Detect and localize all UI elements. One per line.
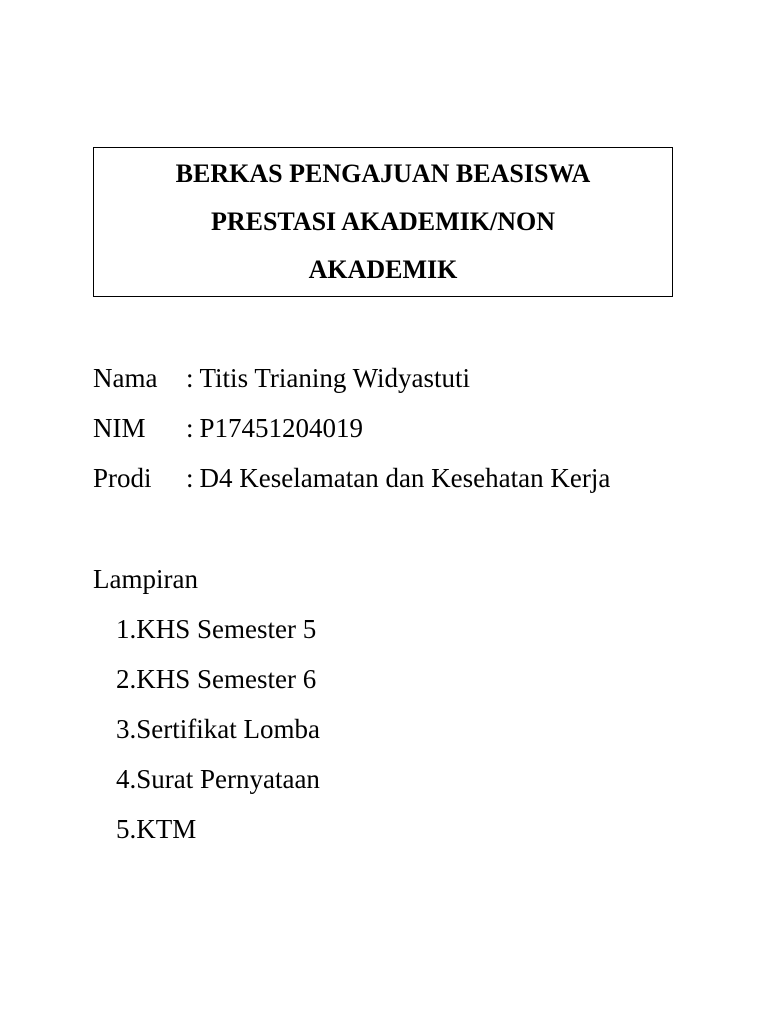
info-label: NIM: [93, 413, 146, 443]
attachment-item: 5.KTM: [116, 814, 197, 844]
info-value-nim: P17451204019: [199, 413, 364, 443]
title-line-1: BERKAS PENGAJUAN BEASISWA: [175, 159, 591, 188]
info-row-nim: [93, 403, 610, 453]
info-separator: :: [186, 413, 194, 443]
info-row-nama: [93, 353, 610, 403]
attachment-item: 1.KHS Semester 5: [116, 614, 317, 644]
info-label: Nama: [93, 363, 158, 393]
info-row-prodi: [93, 453, 610, 503]
applicant-info: [93, 353, 610, 503]
info-separator: :: [186, 363, 194, 393]
attachments-section: [93, 554, 320, 854]
attachment-item: 2.KHS Semester 6: [116, 664, 317, 694]
info-value-prodi: D4 Keselamatan dan Kesehatan Kerja: [199, 463, 611, 493]
attachment-item: 3.Sertifikat Lomba: [116, 714, 320, 744]
document-title-box: [93, 147, 673, 297]
title-line-3: AKADEMIK: [308, 255, 458, 284]
info-label: Prodi: [93, 463, 152, 493]
attachment-item: 4.Surat Pernyataan: [116, 764, 320, 794]
title-line-2: PRESTASI AKADEMIK/NON: [210, 207, 556, 236]
attachments-heading: Lampiran: [93, 564, 198, 594]
info-separator: :: [186, 463, 194, 493]
info-value-name: Titis Trianing Widyastuti: [199, 363, 471, 393]
